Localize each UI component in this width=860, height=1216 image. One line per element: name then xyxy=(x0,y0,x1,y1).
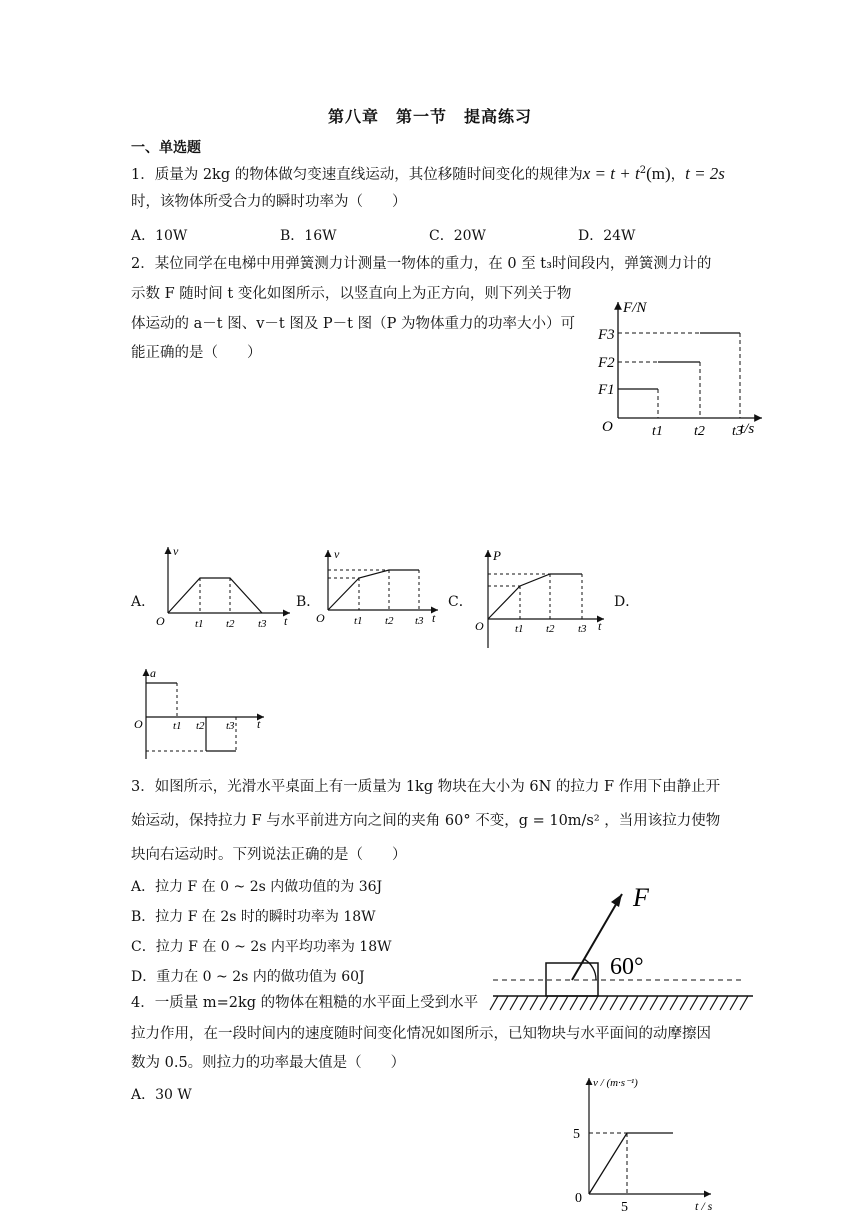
q1-time: t = 2s xyxy=(685,163,725,183)
q3-option-c[interactable]: C．拉力 F 在 0 ~ 2s 内平均功率为 18W xyxy=(131,939,392,955)
q2-line4: 能正确的是（ ） xyxy=(131,345,262,361)
t2-label: t2 xyxy=(196,720,205,732)
q2-graph-c[interactable] xyxy=(470,546,610,651)
q1-option-d[interactable]: D．24W xyxy=(578,228,636,244)
q1-formula-unit: (m) xyxy=(646,163,671,183)
q1-option-c[interactable]: C．20W xyxy=(429,228,486,244)
origin-label: O xyxy=(602,419,613,435)
f2-label: F2 xyxy=(598,355,615,371)
x-axis-label: t / s xyxy=(695,1199,713,1213)
q2-option-a-label[interactable]: A． xyxy=(131,594,156,610)
ground-hatching xyxy=(490,996,748,1010)
velocity-curve xyxy=(328,570,419,610)
q1-line1-text: 1．质量为 2kg 的物体做匀变速直线运动，其位移随时间变化的规律为 xyxy=(131,166,583,183)
force-label: F xyxy=(633,883,649,912)
force-arrowhead xyxy=(611,894,622,907)
y-label: v xyxy=(334,547,340,561)
t2-label: t2 xyxy=(546,623,555,635)
q3-line3: 块向右运动时。下列说法正确的是（ ） xyxy=(131,847,407,863)
y-label: v xyxy=(173,544,179,558)
q2-line1: 2．某位同学在电梯中用弹簧测力计测量一物体的重力，在 0 至 t₃时间段内，弹簧测力计的 xyxy=(131,256,712,272)
origin-label: O xyxy=(475,619,484,633)
t1-label: t1 xyxy=(354,615,363,627)
q4-line1: 4．一质量 m=2kg 的物体在粗糙的水平面上受到水平 xyxy=(131,995,479,1011)
x-label: t xyxy=(598,619,602,633)
t1-label: t1 xyxy=(195,618,204,630)
q3-option-b[interactable]: B．拉力 F 在 2s 时的瞬时功率为 18W xyxy=(131,909,376,925)
y-tick-5: 5 xyxy=(573,1127,580,1142)
x-tick-5: 5 xyxy=(621,1200,628,1215)
q2-option-c-label[interactable]: C． xyxy=(448,594,473,610)
q1-line1: 1．质量为 2kg 的物体做匀变速直线运动，其位移随时间变化的规律为$x = t + t^2(m)$，t = 2s xyxy=(131,163,725,183)
q3-line2: 始运动，保持拉力 F 与水平前进方向之间的夹角 60° 不变，g = 10m/s² ，当用该拉力使物 xyxy=(131,813,721,829)
origin-label: O xyxy=(134,717,143,731)
q3-option-a[interactable]: A．拉力 F 在 0 ~ 2s 内做功值的为 36J xyxy=(131,879,383,895)
q4-line2: 拉力作用，在一段时间内的速度随时间变化情况如图所示，已知物块与水平面间的动摩擦因 xyxy=(131,1026,711,1042)
t3-label: t3 xyxy=(226,720,235,732)
t2-label: t2 xyxy=(694,424,705,439)
power-curve xyxy=(488,574,582,619)
f3-label: F3 xyxy=(598,327,615,343)
t1-label: t1 xyxy=(652,424,663,439)
q2-graph-a[interactable] xyxy=(150,543,296,631)
x-label: t xyxy=(284,614,288,628)
q2-graph-d[interactable] xyxy=(130,665,270,760)
q1-line2: 时，该物体所受合力的瞬时功率为（ ） xyxy=(131,194,407,210)
q2-line3: 体运动的 a－t 图、v－t 图及 P－t 图（P 为物体重力的功率大小）可 xyxy=(131,316,575,332)
y-label: a xyxy=(150,666,156,680)
f1-label: F1 xyxy=(598,382,615,398)
t3-label: t3 xyxy=(578,623,587,635)
y-label: P xyxy=(493,548,501,563)
q1-formula: x = t + t xyxy=(582,163,640,183)
q4-velocity-graph xyxy=(565,1070,725,1216)
t1-label: t1 xyxy=(173,720,182,732)
q1-formula-exp: 2 xyxy=(639,165,647,176)
q2-line2: 示数 F 随时间 t 变化如图所示，以竖直向上为正方向，则下列关于物 xyxy=(131,286,572,302)
x-label: t xyxy=(432,611,436,625)
t3-label: t3 xyxy=(732,424,743,439)
t3-label: t3 xyxy=(415,615,424,627)
q2-option-d-label[interactable]: D． xyxy=(614,594,640,610)
q3-block-figure xyxy=(488,876,758,1016)
velocity-curve xyxy=(168,578,262,613)
q3-line1: 3．如图所示，光滑水平桌面上有一质量为 1kg 物块在大小为 6N 的拉力 F 作用下由静止开 xyxy=(131,779,721,795)
angle-arc xyxy=(584,959,596,980)
section-heading: 一、单选题 xyxy=(131,140,201,156)
t2-label: t2 xyxy=(226,618,235,630)
origin-label: O xyxy=(316,611,325,625)
q4-option-a[interactable]: A．30 W xyxy=(131,1087,192,1103)
q2-force-time-graph xyxy=(590,290,780,445)
y-axis-label: F/N xyxy=(623,300,647,316)
t2-label: t2 xyxy=(385,615,394,627)
page-title: 第八章 第一节 提高练习 xyxy=(327,107,532,126)
q2-graph-b[interactable] xyxy=(314,546,444,628)
x-axis-label: t/s xyxy=(740,421,755,437)
angle-label: 60° xyxy=(610,954,644,980)
origin-label: 0 xyxy=(575,1191,582,1206)
y-axis-label: v / (m·s⁻¹) xyxy=(593,1077,638,1089)
t3-label: t3 xyxy=(258,618,267,630)
q1-option-a[interactable]: A．10W xyxy=(131,228,188,244)
velocity-curve xyxy=(589,1133,673,1194)
q4-line3: 数为 0.5。则拉力的功率最大值是（ ） xyxy=(131,1055,406,1071)
q1-option-b[interactable]: B．16W xyxy=(280,228,337,244)
q3-option-d[interactable]: D．重力在 0 ~ 2s 内的做功值为 60J xyxy=(131,969,365,985)
q2-option-b-label[interactable]: B． xyxy=(296,594,321,610)
x-label: t xyxy=(257,717,261,731)
origin-label: O xyxy=(156,614,165,628)
t1-label: t1 xyxy=(515,623,524,635)
